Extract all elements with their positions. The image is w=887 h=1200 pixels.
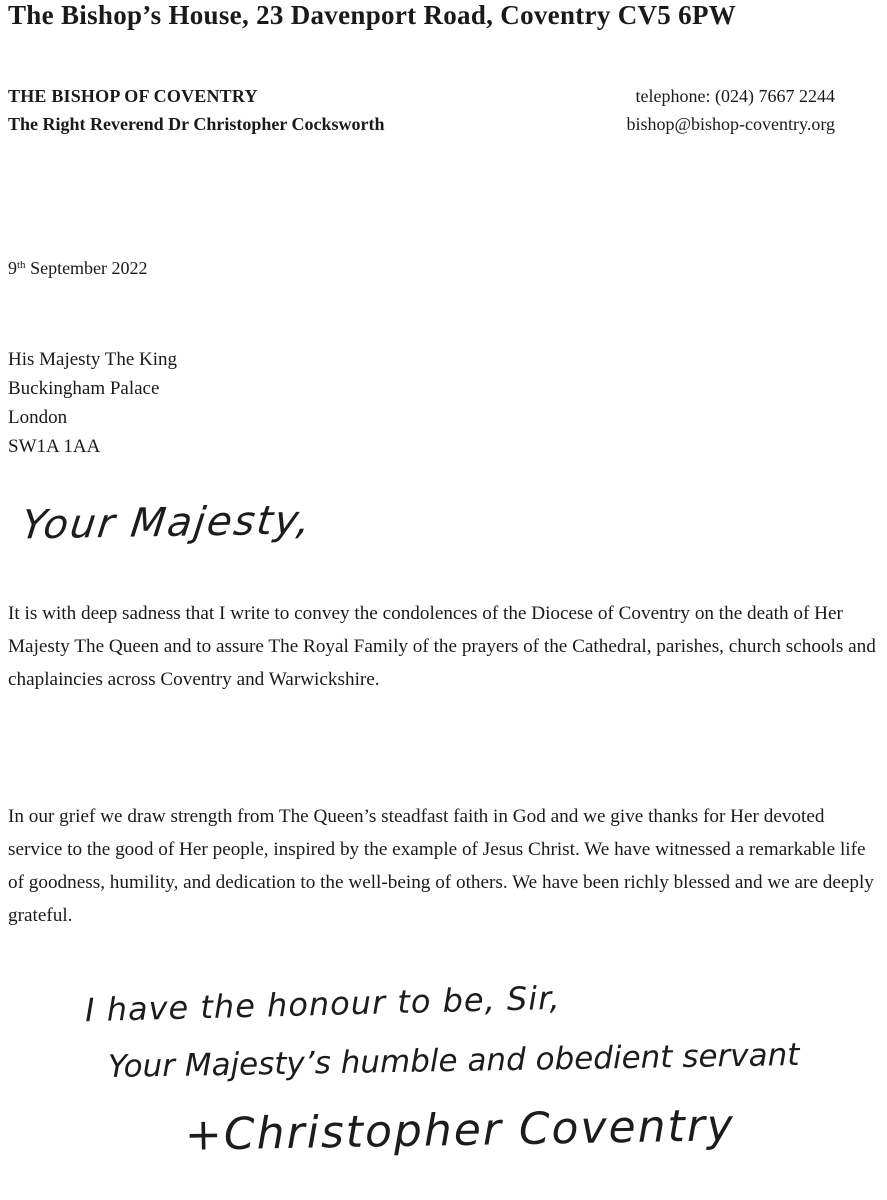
sender-title: THE BISHOP OF COVENTRY [8, 86, 258, 106]
handwritten-salutation: Your Majesty, [18, 497, 315, 549]
sender-block [8, 82, 385, 138]
contact-block [626, 82, 835, 138]
handwritten-closing-line-2: Your Majesty’s humble and obedient servant [107, 1036, 800, 1086]
recipient-line-2: Buckingham Palace [8, 378, 160, 399]
recipient-address [8, 345, 177, 461]
body-paragraph-1: It is with deep sadness that I write to convey the condolences of the Diocese of Coventry on the death of Her Majesty The Queen and to assure The Royal Family of the prayers of the Cathedral, parishes, church schools and chaplaincies across Coventry and Warwickshire. [8, 603, 876, 690]
handwritten-closing-line-1: I have the honour to be, Sir, [84, 978, 561, 1030]
date-ordinal: th [17, 259, 26, 271]
handwritten-signature: +Christopher Coventry [184, 1100, 736, 1161]
recipient-line-4: SW1A 1AA [8, 436, 101, 457]
recipient-line-1: His Majesty The King [8, 349, 178, 370]
sender-name: The Right Reverend Dr Christopher Cocksworth [8, 114, 385, 134]
telephone: telephone: (024) 7667 2244 [635, 86, 835, 106]
email-address: bishop@bishop-coventry.org [626, 114, 835, 134]
date-month-year: September 2022 [25, 258, 148, 278]
date-day: 9 [8, 258, 17, 278]
recipient-line-3: London [8, 407, 68, 428]
letterhead-address: The Bishop’s House, 23 Davenport Road, Coventry CV5 6PW [8, 0, 737, 30]
body-paragraph-2: In our grief we draw strength from The Queen’s steadfast faith in God and we give thanks for Her devoted service to the good of Her people, inspired by the example of Jesus Christ. We have witnessed a remarkable life of goodness, humility, and dedication to the well-being of others. We have been richly blessed and we are deeply grateful. [8, 806, 874, 926]
letter-date [8, 258, 148, 279]
